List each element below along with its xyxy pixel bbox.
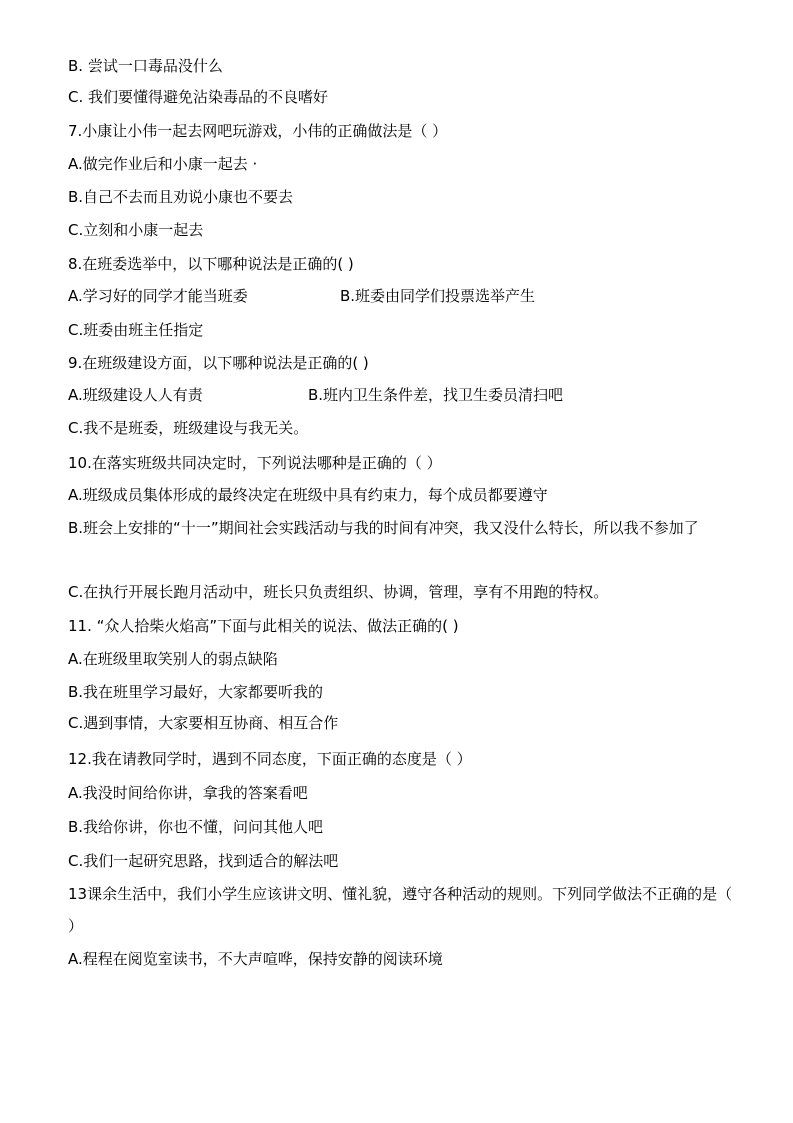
q11-option-b: B.我在班里学习最好，大家都要听我的 <box>68 683 324 701</box>
q8-option-b: B.班委由同学们投票选举产生 <box>340 287 536 305</box>
q9-option-b: B.班内卫生条件差，找卫生委员清扫吧 <box>308 386 564 404</box>
q8-option-a: A.学习好的同学才能当班委 <box>68 287 248 305</box>
q6-option-c: C. 我们要懂得避免沾染毒品的不良嗜好 <box>68 88 329 106</box>
q7-question: 7.小康让小伟一起去网吧玩游戏，小伟的正确做法是（ ） <box>68 122 448 140</box>
q11-option-a: A.在班级里取笑别人的弱点缺陷 <box>68 650 278 668</box>
q9-option-c: C.我不是班委，班级建设与我无关。 <box>68 419 309 437</box>
q8-question: 8.在班委选举中，以下哪种说法是正确的( ) <box>68 255 354 273</box>
q8-option-c: C.班委由班主任指定 <box>68 321 204 339</box>
q12-option-c: C.我们一起研究思路，找到适合的解法吧 <box>68 852 339 870</box>
q7-option-a: A.做完作业后和小康一起去 · <box>68 155 258 173</box>
q10-option-a: A.班级成员集体形成的最终决定在班级中具有约束力，每个成员都要遵守 <box>68 486 548 504</box>
q12-option-b: B.我给你讲，你也不懂，问问其他人吧 <box>68 818 324 836</box>
q12-option-a: A.我没时间给你讲，拿我的答案看吧 <box>68 784 308 802</box>
q11-question: 11. “众人拾柴火焰高”下面与此相关的说法、做法正确的( ) <box>68 617 459 635</box>
q13-option-a: A.程程在阅览室读书，不大声喧哗，保持安静的阅读环境 <box>68 950 443 968</box>
q12-question: 12.我在请教同学时，遇到不同态度，下面正确的态度是（ ） <box>68 750 472 768</box>
q9-option-a: A.班级建设人人有责 <box>68 386 203 404</box>
q13-question: 13课余生活中，我们小学生应该讲文明、懂礼貌，遵守各种活动的规则。下列同学做法不正确的是（ ） <box>68 885 733 935</box>
q10-question: 10.在落实班级共同决定时，下列说法哪种是正确的（ ） <box>68 454 442 472</box>
q10-option-b: B.班会上安排的“十一”期间社会实践活动与我的时间有冲突，我又没什么特长，所以我不参加了 <box>68 519 699 537</box>
q7-option-b: B.自己不去而且劝说小康也不要去 <box>68 188 294 206</box>
q6-option-b: B. 尝试一口毒品没什么 <box>68 57 223 75</box>
q10-option-c: C.在执行开展长跑月活动中，班长只负责组织、协调，管理，享有不用跑的特权。 <box>68 583 609 601</box>
q9-question: 9.在班级建设方面，以下哪种说法是正确的( ) <box>68 354 369 372</box>
q11-option-c: C.遇到事情，大家要相互协商、相互合作 <box>68 714 339 732</box>
q7-option-c: C.立刻和小康一起去 <box>68 221 204 239</box>
